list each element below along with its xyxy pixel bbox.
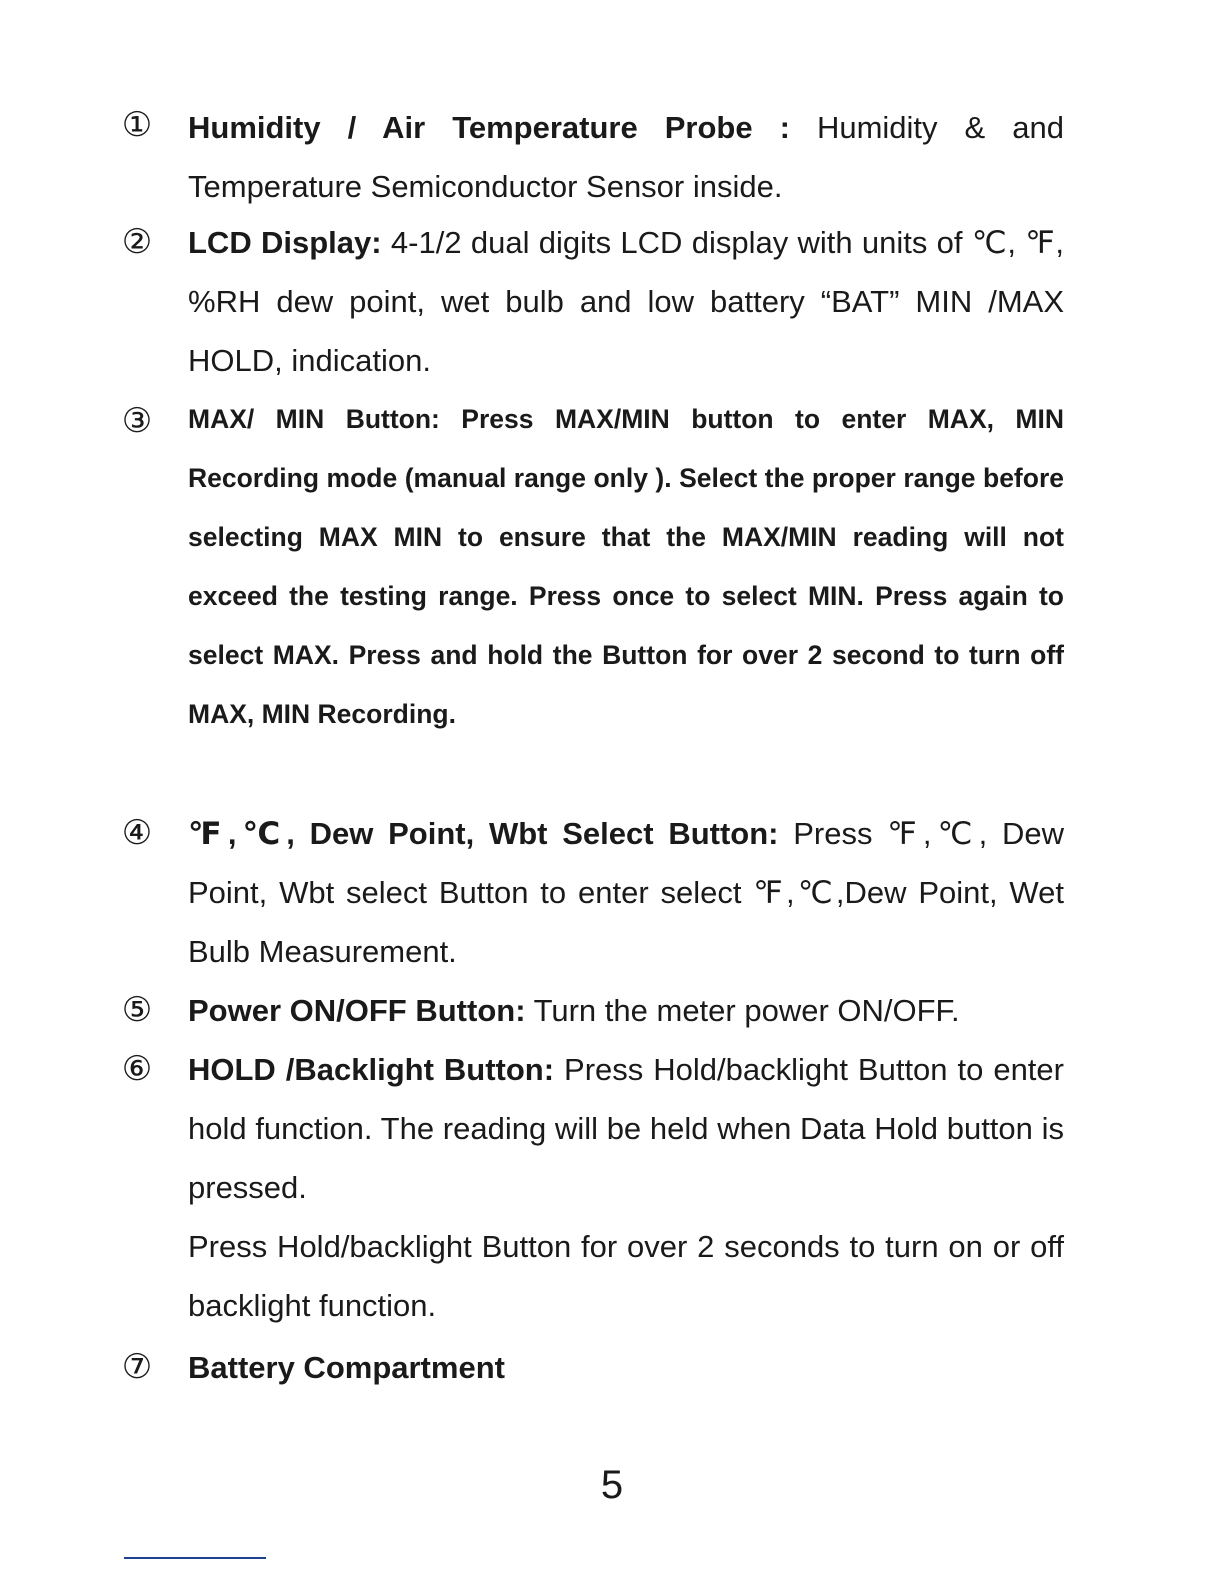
item-label: LCD Display: xyxy=(188,225,382,260)
item-number: ⑥ xyxy=(121,1049,153,1089)
item-description: Press ℉,℃, Dew Point, Wbt select Button to enter select ℉,℃,Dew Point, Wet Bulb Measurement. xyxy=(188,816,1064,969)
item-number: ⑦ xyxy=(121,1347,153,1387)
item-number: ③ xyxy=(121,401,153,441)
item-number: ⑤ xyxy=(121,990,153,1030)
item-label: ℉,℃, Dew Point, Wbt Select Button: xyxy=(188,816,779,851)
item-text xyxy=(188,390,1064,744)
item-paragraph xyxy=(188,1040,1064,1217)
item-text xyxy=(188,981,1064,1040)
item-description: Humidity & and Temperature Semiconductor Sensor inside. xyxy=(188,110,1064,204)
item-description: Turn the meter power ON/OFF. xyxy=(525,993,960,1028)
item-label: MAX/ MIN Button: xyxy=(188,404,440,434)
item-text xyxy=(188,804,1064,981)
item-text xyxy=(188,1338,1064,1397)
item-label: Humidity / Air Temperature Probe xyxy=(188,110,753,145)
item-text xyxy=(188,1040,1064,1335)
item-label: Battery Compartment xyxy=(188,1350,505,1385)
item-separator: : xyxy=(752,110,817,145)
item-number: ④ xyxy=(121,813,153,853)
page-number: 5 xyxy=(600,1463,624,1507)
item-text xyxy=(188,213,1064,390)
item-description: Press Hold/backlight Button to enter hold function. The reading will be held when Data Hold button is pressed. xyxy=(188,1052,1064,1205)
item-number: ② xyxy=(121,222,153,262)
item-text xyxy=(188,98,1064,216)
footer-divider xyxy=(124,1557,266,1559)
item-paragraph-2: Press Hold/backlight Button for over 2 seconds to turn on or off backlight function. xyxy=(188,1229,1064,1323)
item-description: 4-1/2 dual digits LCD display with units of ℃, ℉, %RH dew point, wet bulb and low battery “BAT” MIN /MAX HOLD, indication. xyxy=(188,225,1065,378)
item-number: ① xyxy=(121,105,153,145)
item-description: Press MAX/MIN button to enter MAX, MIN Recording mode (manual range only ). Select the proper range before selecting MAX MIN to ensure that the MAX/MIN reading will not exceed the testing range. Press once to select MIN. Press again to select MAX. Press and hold the Button for over 2 second to turn off MAX, MIN Recording. xyxy=(188,404,1064,729)
item-label: Power ON/OFF Button: xyxy=(188,993,526,1028)
item-label: HOLD /Backlight Button: xyxy=(188,1052,555,1087)
